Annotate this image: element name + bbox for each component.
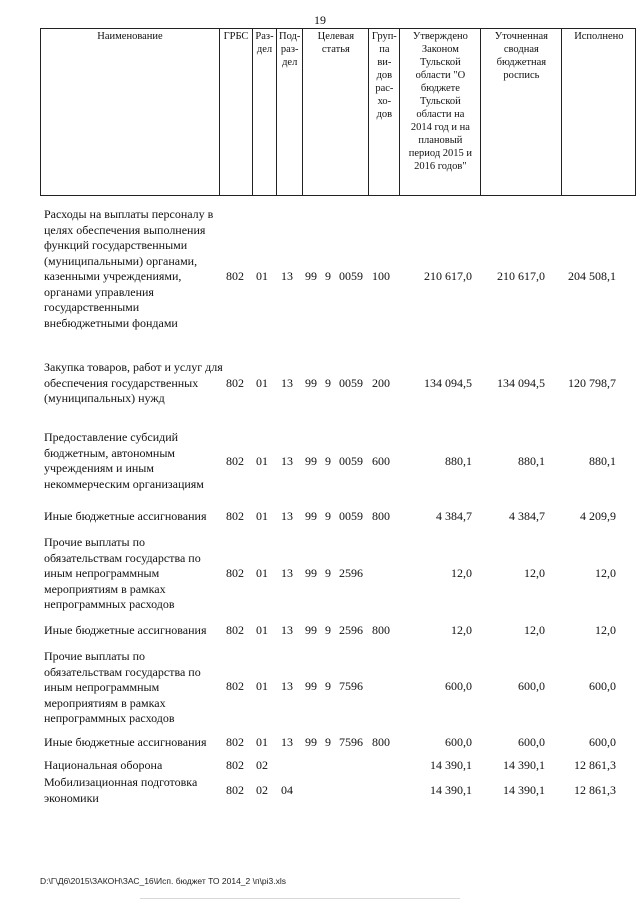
cell-razdel: 01: [256, 509, 268, 523]
cell-gruppa: 800: [372, 509, 390, 523]
footer-file-path: D:\Г\Д6\2015\ЗАКОН\ЗАС_16\Исп. бюджет ТО 2014_2 \п\рі3.xls: [40, 876, 287, 886]
cell-ts3: 0059: [339, 454, 363, 468]
row-name: Национальная оборона: [44, 758, 163, 772]
cell-ts1: 99: [305, 679, 317, 693]
row-name: Закупка товаров, работ и услуг для обеспечения государственных (муниципальных) нужд: [44, 360, 223, 405]
cell-razdel: 01: [256, 735, 268, 749]
row-name: Предоставление субсидий бюджетным, автономным учреждениям и иным некоммерческим организациям: [44, 430, 204, 491]
cell-ts1: 99: [305, 623, 317, 637]
cell-ts3: 7596: [339, 735, 363, 749]
header-gruppa-vidov: Груп- па ви- дов рас- хо- дов: [369, 29, 400, 196]
cell-razdel: 02: [256, 758, 268, 772]
cell-isp: 12 861,3: [574, 783, 616, 797]
cell-grbs: 802: [226, 376, 244, 390]
cell-razdel: 01: [256, 376, 268, 390]
header-ispolneno: Исполнено: [562, 29, 636, 196]
cell-podrazdel: 13: [281, 679, 293, 693]
cell-grbs: 802: [226, 783, 244, 797]
cell-utoch: 12,0: [524, 623, 545, 637]
cell-utv: 600,0: [445, 679, 472, 693]
cell-ts3: 7596: [339, 679, 363, 693]
cell-razdel: 01: [256, 269, 268, 283]
cell-ts1: 99: [305, 376, 317, 390]
cell-ts2: 9: [325, 454, 331, 468]
cell-podrazdel: 13: [281, 566, 293, 580]
cell-podrazdel: 13: [281, 509, 293, 523]
cell-ts2: 9: [325, 623, 331, 637]
row-name: Иные бюджетные ассигнования: [44, 623, 207, 637]
cell-grbs: 802: [226, 269, 244, 283]
cell-utv: 210 617,0: [424, 269, 472, 283]
row-name: Иные бюджетные ассигнования: [44, 509, 207, 523]
cell-ts1: 99: [305, 454, 317, 468]
cell-gruppa: 200: [372, 376, 390, 390]
cell-isp: 12 861,3: [574, 758, 616, 772]
header-razdel: Раз- дел: [253, 29, 277, 196]
cell-isp: 204 508,1: [568, 269, 616, 283]
cell-ts3: 2596: [339, 566, 363, 580]
cell-grbs: 802: [226, 758, 244, 772]
cell-utoch: 14 390,1: [503, 783, 545, 797]
scan-artifact-line: [140, 898, 460, 899]
cell-razdel: 01: [256, 566, 268, 580]
cell-utv: 12,0: [451, 566, 472, 580]
cell-podrazdel: 13: [281, 454, 293, 468]
cell-razdel: 01: [256, 454, 268, 468]
cell-ts1: 99: [305, 509, 317, 523]
cell-isp: 12,0: [595, 623, 616, 637]
row-name: Иные бюджетные ассигнования: [44, 735, 207, 749]
header-tselevaya-statya: Целевая статья: [303, 29, 369, 196]
cell-razdel: 01: [256, 679, 268, 693]
cell-podrazdel: 13: [281, 735, 293, 749]
cell-utoch: 134 094,5: [497, 376, 545, 390]
cell-ts1: 99: [305, 269, 317, 283]
cell-podrazdel: 04: [281, 783, 293, 797]
cell-isp: 600,0: [589, 679, 616, 693]
cell-razdel: 02: [256, 783, 268, 797]
cell-utoch: 600,0: [518, 735, 545, 749]
row-name: Мобилизационная подготовка экономики: [44, 775, 198, 805]
cell-razdel: 01: [256, 623, 268, 637]
cell-podrazdel: 13: [281, 269, 293, 283]
header-podrazdel: Под- раз- дел: [277, 29, 303, 196]
row-name: Прочие выплаты по обязательствам государства по иным непрограммным мероприятиям в рамках непрограммных расходов: [44, 535, 201, 611]
cell-grbs: 802: [226, 454, 244, 468]
header-utochnennaya: Уточненная сводная бюджетная роспись: [481, 29, 562, 196]
cell-utv: 134 094,5: [424, 376, 472, 390]
cell-ts1: 99: [305, 566, 317, 580]
cell-utv: 4 384,7: [436, 509, 472, 523]
cell-ts1: 99: [305, 735, 317, 749]
cell-utoch: 12,0: [524, 566, 545, 580]
cell-ts3: 0059: [339, 509, 363, 523]
row-name: Прочие выплаты по обязательствам государства по иным непрограммным мероприятиям в рамках непрограммных расходов: [44, 649, 201, 725]
cell-isp: 600,0: [589, 735, 616, 749]
cell-ts2: 9: [325, 509, 331, 523]
cell-ts3: 0059: [339, 376, 363, 390]
cell-ts2: 9: [325, 735, 331, 749]
cell-isp: 880,1: [589, 454, 616, 468]
cell-podrazdel: 13: [281, 623, 293, 637]
header-grbs: ГРБС: [220, 29, 253, 196]
cell-isp: 12,0: [595, 566, 616, 580]
cell-grbs: 802: [226, 735, 244, 749]
cell-isp: 4 209,9: [580, 509, 616, 523]
header-name: Наименование: [41, 29, 220, 196]
cell-utoch: 880,1: [518, 454, 545, 468]
row-name: Расходы на выплаты персоналу в целях обеспечения выполнения функций государственными (муниципальными) органами, казенными учреждениями, органами управления государственными внебюджетными фондами: [44, 207, 214, 330]
cell-ts3: 0059: [339, 269, 363, 283]
cell-ts2: 9: [325, 566, 331, 580]
header-utverzhdeno: Утверждено Законом Тульской области "О бюджете Тульской области на 2014 год и на плановый период 2015 и 2016 годов": [400, 29, 481, 196]
cell-gruppa: 600: [372, 454, 390, 468]
cell-utv: 600,0: [445, 735, 472, 749]
cell-utoch: 14 390,1: [503, 758, 545, 772]
page-number: 19: [314, 13, 326, 27]
cell-grbs: 802: [226, 679, 244, 693]
cell-gruppa: 100: [372, 269, 390, 283]
cell-utv: 12,0: [451, 623, 472, 637]
cell-podrazdel: 13: [281, 376, 293, 390]
cell-utv: 880,1: [445, 454, 472, 468]
cell-utoch: 4 384,7: [509, 509, 545, 523]
cell-grbs: 802: [226, 566, 244, 580]
cell-gruppa: 800: [372, 735, 390, 749]
cell-grbs: 802: [226, 623, 244, 637]
cell-grbs: 802: [226, 509, 244, 523]
cell-utv: 14 390,1: [430, 783, 472, 797]
cell-utoch: 210 617,0: [497, 269, 545, 283]
cell-utv: 14 390,1: [430, 758, 472, 772]
cell-ts2: 9: [325, 679, 331, 693]
cell-isp: 120 798,7: [568, 376, 616, 390]
cell-ts2: 9: [325, 376, 331, 390]
cell-ts3: 2596: [339, 623, 363, 637]
cell-gruppa: 800: [372, 623, 390, 637]
cell-utoch: 600,0: [518, 679, 545, 693]
cell-ts2: 9: [325, 269, 331, 283]
